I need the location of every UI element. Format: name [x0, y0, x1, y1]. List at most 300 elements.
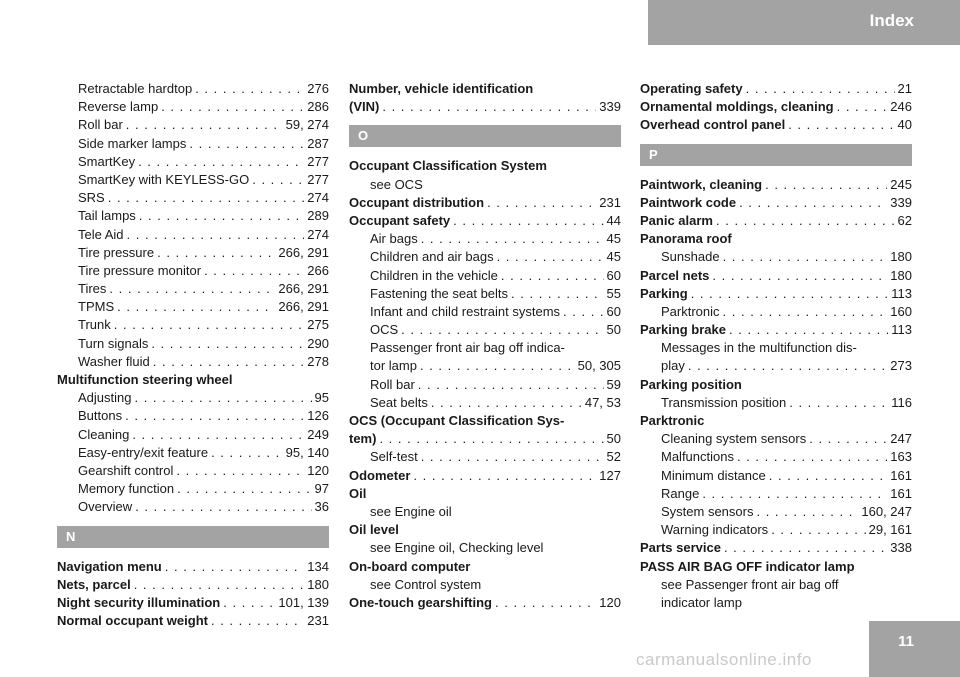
- entry-pages: 163: [890, 449, 912, 465]
- entry-pages: 275: [307, 317, 329, 333]
- entry-term: Children in the vehicle: [370, 267, 498, 283]
- entry-pages: 289: [307, 208, 329, 224]
- index-subentry: [640, 248, 912, 266]
- entry-pages: 231: [599, 194, 621, 210]
- index-subentry: [57, 226, 329, 244]
- index-entry: [349, 157, 621, 175]
- entry-pages: 55: [606, 285, 621, 301]
- entry-term: indicator lamp: [661, 594, 742, 610]
- dot-leader: [139, 207, 305, 225]
- entry-pages: 40: [897, 117, 912, 133]
- watermark-logo: carmanualsonline.info: [636, 650, 812, 669]
- header-tab: [648, 0, 960, 45]
- dot-leader: [161, 98, 304, 116]
- index-subentry: [57, 407, 329, 425]
- dot-leader: [420, 357, 575, 375]
- entry-term: Parts service: [640, 540, 721, 556]
- dot-leader: [431, 394, 582, 412]
- index-entry: [57, 371, 329, 389]
- entry-term: Paintwork, cleaning: [640, 176, 763, 192]
- entry-pages: 62: [897, 212, 912, 228]
- index-subentry: [57, 298, 329, 316]
- index-subentry: [640, 430, 912, 448]
- entry-term: see Engine oil, Checking level: [370, 540, 544, 556]
- index-subentry: [57, 153, 329, 171]
- index-entry: [640, 321, 912, 339]
- index-subentry: [57, 171, 329, 189]
- entry-pages: 36: [314, 499, 329, 515]
- entry-term: Children and air bags: [370, 249, 494, 265]
- entry-pages: 339: [890, 194, 912, 210]
- dot-leader: [189, 135, 304, 153]
- entry-term: Warning indicators: [661, 522, 769, 538]
- entry-term: Turn signals: [78, 335, 149, 351]
- index-entry: [640, 558, 912, 576]
- index-subentry: [640, 503, 912, 521]
- entry-term: Parking brake: [640, 322, 726, 338]
- entry-pages: 266: [307, 262, 329, 278]
- entry-term: Number, vehicle identification: [349, 81, 534, 96]
- entry-term: Cleaning system sensors: [661, 431, 807, 447]
- entry-term: Tires: [78, 281, 107, 297]
- dot-leader: [501, 267, 604, 285]
- dot-leader: [712, 267, 887, 285]
- entry-term: Occupant Classification System: [349, 158, 547, 174]
- entry-pages: 134: [307, 558, 329, 574]
- dot-leader: [109, 280, 275, 298]
- dot-leader: [108, 189, 305, 207]
- dot-leader: [723, 303, 888, 321]
- entry-pages: 245: [890, 176, 912, 192]
- entry-pages: 277: [307, 153, 329, 169]
- entry-term: Normal occupant weight: [57, 613, 208, 629]
- dot-leader: [135, 498, 311, 516]
- entry-pages: 277: [307, 171, 329, 187]
- entry-pages: 59: [606, 376, 621, 392]
- entry-term: Gearshift control: [78, 462, 174, 478]
- dot-leader: [453, 212, 603, 230]
- index-subentry: [349, 539, 621, 557]
- entry-pages: 60: [606, 303, 621, 319]
- index-entry: [349, 485, 621, 503]
- dot-leader: [134, 389, 311, 407]
- index-subentry: [57, 280, 329, 298]
- entry-term: Range: [661, 485, 700, 501]
- entry-term: Parktronic: [661, 303, 720, 319]
- entry-term: Tire pressure monitor: [78, 262, 202, 278]
- entry-pages: 246: [890, 99, 912, 115]
- index-subentry: [349, 448, 621, 466]
- index-subentry: [57, 80, 329, 98]
- entry-term: Trunk: [78, 317, 111, 333]
- index-subentry: [349, 176, 621, 194]
- entry-term: Infant and child restraint systems: [370, 303, 561, 319]
- entry-term: One-touch gearshifting: [349, 594, 492, 610]
- index-entry: [57, 558, 329, 576]
- dot-leader: [688, 357, 887, 375]
- entry-term: Sunshade: [661, 249, 720, 265]
- entry-term: Ornamental moldings, cleaning: [640, 99, 834, 115]
- dot-leader: [837, 98, 888, 116]
- dot-leader: [211, 444, 283, 462]
- index-subentry: [640, 303, 912, 321]
- index-subentry: [57, 444, 329, 462]
- entry-term: Panic alarm: [640, 212, 713, 228]
- entry-pages: 274: [307, 190, 329, 206]
- index-subentry: [640, 521, 912, 539]
- entry-pages: 290: [307, 335, 329, 351]
- entry-term: see Control system: [370, 576, 482, 592]
- entry-term: Tele Aid: [78, 226, 124, 242]
- entry-term: System sensors: [661, 503, 754, 519]
- entry-term: Parking: [640, 285, 688, 301]
- entry-term: Adjusting: [78, 390, 132, 406]
- index-subentry: [57, 207, 329, 225]
- index-entry: [640, 376, 912, 394]
- entry-pages: 116: [891, 394, 912, 410]
- entry-pages: 180: [307, 576, 329, 592]
- entry-term: Multifunction steering wheel: [57, 372, 233, 387]
- entry-pages: 52: [606, 449, 621, 465]
- entry-term: Occupant distribution: [349, 194, 485, 210]
- entry-term: Parking position: [640, 376, 742, 392]
- entry-term: Overhead control panel: [640, 117, 786, 133]
- index-subentry: [57, 335, 329, 353]
- entry-pages: 127: [599, 467, 621, 483]
- dot-leader: [769, 467, 888, 485]
- entry-pages: 278: [307, 353, 329, 369]
- dot-leader: [421, 230, 604, 248]
- index-subentry: [349, 576, 621, 594]
- dot-leader: [117, 298, 275, 316]
- index-subentry: [349, 267, 621, 285]
- entry-term: (VIN): [349, 99, 380, 115]
- page-number: 11: [898, 633, 914, 650]
- dot-leader: [126, 116, 283, 134]
- entry-pages: 247: [890, 431, 912, 447]
- entry-term: tem): [349, 431, 377, 447]
- index-subentry: [640, 485, 912, 503]
- dot-leader: [195, 80, 304, 98]
- entry-pages: 338: [890, 540, 912, 556]
- entry-pages: 231: [307, 613, 329, 629]
- entry-term: play: [661, 358, 685, 374]
- entry-pages: 50, 305: [577, 358, 621, 374]
- dot-leader: [563, 303, 604, 321]
- dot-leader: [382, 98, 596, 116]
- entry-term: SmartKey: [78, 153, 136, 169]
- dot-leader: [157, 244, 275, 262]
- dot-leader: [204, 262, 304, 280]
- entry-term: Seat belts: [370, 394, 428, 410]
- index-subentry: [57, 426, 329, 444]
- entry-term: Malfunctions: [661, 449, 734, 465]
- index-entry: [349, 412, 621, 430]
- dot-leader: [739, 194, 887, 212]
- entry-term: Passenger front air bag off indica-: [370, 340, 565, 356]
- dot-leader: [421, 448, 604, 466]
- entry-term: Retractable hardtop: [78, 81, 193, 96]
- dot-leader: [788, 116, 894, 134]
- entry-pages: 161: [890, 467, 912, 483]
- index-subentry: [640, 394, 912, 412]
- index-subentry: [57, 98, 329, 116]
- entry-pages: 120: [599, 594, 621, 610]
- entry-term: Panorama roof: [640, 231, 732, 247]
- dot-leader: [724, 539, 887, 557]
- entry-pages: 180: [890, 267, 912, 283]
- index-entry: [57, 594, 329, 612]
- index-entry: [349, 558, 621, 576]
- entry-term: Parktronic: [640, 413, 705, 428]
- dot-leader: [495, 594, 596, 612]
- entry-term: Easy-entry/exit feature: [78, 444, 209, 460]
- index-column-2: [349, 80, 621, 612]
- entry-pages: 60: [606, 267, 621, 283]
- entry-pages: 287: [307, 135, 329, 151]
- dot-leader: [125, 407, 304, 425]
- entry-pages: 339: [599, 99, 621, 115]
- dot-leader: [114, 316, 305, 334]
- entry-pages: 95: [314, 390, 329, 406]
- dot-leader: [176, 462, 304, 480]
- dot-leader: [746, 80, 895, 98]
- entry-term: see Engine oil: [370, 503, 452, 519]
- entry-pages: 50: [606, 322, 621, 338]
- entry-term: Reverse lamp: [78, 99, 159, 115]
- index-column-3: [640, 80, 912, 612]
- entry-pages: 44: [606, 212, 621, 228]
- entry-term: see Passenger front air bag off: [661, 576, 839, 592]
- entry-pages: 266, 291: [278, 299, 329, 315]
- index-subentry: [349, 503, 621, 521]
- index-entry: [640, 98, 912, 116]
- entry-pages: 249: [307, 426, 329, 442]
- dot-leader: [134, 576, 305, 594]
- dot-leader: [223, 594, 275, 612]
- entry-pages: 126: [307, 408, 329, 424]
- dot-leader: [765, 176, 887, 194]
- index-entry: [349, 194, 621, 212]
- index-entry: [640, 212, 912, 230]
- dot-leader: [716, 212, 895, 230]
- index-subentry: [640, 467, 912, 485]
- entry-term: Paintwork code: [640, 194, 737, 210]
- entry-pages: 161: [890, 485, 912, 501]
- index-subentry: [349, 376, 621, 394]
- index-entry: [640, 230, 912, 248]
- dot-leader: [138, 153, 304, 171]
- entry-term: Air bags: [370, 231, 418, 247]
- entry-pages: 274: [307, 226, 329, 242]
- entry-term: Transmission position: [661, 394, 787, 410]
- index-subentry: [640, 448, 912, 466]
- entry-pages: 97: [314, 481, 329, 497]
- index-entry: [349, 80, 621, 98]
- entry-pages: 45: [606, 249, 621, 265]
- entry-term: Self-test: [370, 449, 418, 465]
- dot-leader: [127, 226, 305, 244]
- index-entry: [640, 539, 912, 557]
- entry-term: tor lamp: [370, 358, 417, 374]
- index-entry: [640, 285, 912, 303]
- index-subentry: [57, 244, 329, 262]
- index-subentry: [349, 303, 621, 321]
- index-subentry: [57, 389, 329, 407]
- entry-term: Messages in the multifunction dis-: [661, 340, 857, 356]
- index-subentry: [57, 462, 329, 480]
- entry-pages: 160, 247: [861, 503, 912, 519]
- index-subentry: [640, 339, 912, 357]
- entry-pages: 273: [890, 358, 912, 374]
- index-subentry: [57, 498, 329, 516]
- index-subentry: [57, 353, 329, 371]
- entry-pages: 113: [891, 285, 912, 301]
- index-entry: [640, 116, 912, 134]
- entry-pages: 45: [606, 231, 621, 247]
- dot-leader: [401, 321, 603, 339]
- index-entry: [349, 467, 621, 485]
- entry-pages: 59, 274: [285, 117, 329, 133]
- entry-term: Roll bar: [78, 117, 123, 133]
- index-subentry: [349, 285, 621, 303]
- entry-term: Memory function: [78, 481, 175, 497]
- section-header: N: [57, 526, 329, 548]
- index-entry: [349, 521, 621, 539]
- index-entry: [349, 98, 621, 116]
- page-number-tab: [869, 621, 960, 677]
- entry-term: Fastening the seat belts: [370, 285, 509, 301]
- dot-leader: [177, 480, 311, 498]
- entry-pages: 21: [897, 81, 912, 96]
- entry-term: Navigation menu: [57, 558, 162, 574]
- dot-leader: [756, 503, 858, 521]
- entry-term: OCS (Occupant Classification Sys-: [349, 413, 565, 428]
- entry-term: see OCS: [370, 176, 423, 192]
- dot-leader: [153, 353, 305, 371]
- index-entry: [57, 576, 329, 594]
- dot-leader: [165, 558, 305, 576]
- index-entry: [349, 430, 621, 448]
- index-subentry: [57, 189, 329, 207]
- entry-term: PASS AIR BAG OFF indicator lamp: [640, 558, 855, 574]
- entry-term: Occupant safety: [349, 212, 451, 228]
- index-subentry: [57, 116, 329, 134]
- index-subentry: [349, 248, 621, 266]
- index-subentry: [640, 594, 912, 612]
- index-entry: [57, 612, 329, 630]
- entry-term: Oil: [349, 485, 367, 501]
- dot-leader: [789, 394, 888, 412]
- entry-term: Roll bar: [370, 376, 415, 392]
- dot-leader: [737, 448, 887, 466]
- index-entry: [640, 80, 912, 98]
- index-subentry: [349, 321, 621, 339]
- entry-term: Operating safety: [640, 81, 743, 96]
- entry-pages: 266, 291: [278, 281, 329, 297]
- dot-leader: [379, 430, 603, 448]
- index-subentry: [57, 316, 329, 334]
- dot-leader: [418, 376, 604, 394]
- entry-term: Oil level: [349, 522, 399, 538]
- section-header: P: [640, 144, 912, 166]
- dot-leader: [211, 612, 304, 630]
- entry-term: Odometer: [349, 467, 411, 483]
- dot-leader: [511, 285, 604, 303]
- entry-term: TPMS: [78, 299, 115, 315]
- entry-term: Minimum distance: [661, 467, 766, 483]
- index-column-1: [57, 80, 329, 630]
- entry-term: Nets, parcel: [57, 576, 131, 592]
- entry-term: Cleaning: [78, 426, 130, 442]
- entry-term: Night security illumination: [57, 594, 221, 610]
- entry-pages: 266, 291: [278, 244, 329, 260]
- index-entry: [640, 267, 912, 285]
- dot-leader: [702, 485, 887, 503]
- entry-term: Side marker lamps: [78, 135, 187, 151]
- dot-leader: [729, 321, 888, 339]
- index-entry: [640, 194, 912, 212]
- index-subentry: [57, 262, 329, 280]
- entry-term: SRS: [78, 190, 105, 206]
- entry-pages: 101, 139: [278, 594, 329, 610]
- index-subentry: [349, 230, 621, 248]
- entry-pages: 47, 53: [584, 394, 621, 410]
- index-subentry: [57, 480, 329, 498]
- entry-term: OCS: [370, 322, 399, 338]
- entry-term: Overview: [78, 499, 133, 515]
- dot-leader: [771, 521, 865, 539]
- index-entry: [349, 212, 621, 230]
- index-subentry: [640, 576, 912, 594]
- entry-pages: 286: [307, 99, 329, 115]
- index-entry: [640, 412, 912, 430]
- entry-pages: 160: [890, 303, 912, 319]
- entry-term: Parcel nets: [640, 267, 710, 283]
- entry-term: Washer fluid: [78, 353, 150, 369]
- dot-leader: [132, 426, 304, 444]
- section-header: O: [349, 125, 621, 147]
- dot-leader: [413, 467, 596, 485]
- dot-leader: [723, 248, 888, 266]
- entry-term: Buttons: [78, 408, 123, 424]
- dot-leader: [151, 335, 304, 353]
- entry-pages: 180: [890, 249, 912, 265]
- index-subentry: [349, 357, 621, 375]
- index-subentry: [57, 135, 329, 153]
- entry-pages: 50: [606, 431, 621, 447]
- entry-term: Tail lamps: [78, 208, 136, 224]
- index-subentry: [349, 394, 621, 412]
- dot-leader: [691, 285, 889, 303]
- index-entry: [640, 176, 912, 194]
- entry-term: SmartKey with KEYLESS-GO: [78, 171, 250, 187]
- page-title: Index: [869, 11, 914, 30]
- entry-pages: 95, 140: [285, 444, 329, 460]
- dot-leader: [252, 171, 304, 189]
- entry-pages: 29, 161: [868, 522, 912, 538]
- index-subentry: [640, 357, 912, 375]
- dot-leader: [487, 194, 596, 212]
- entry-pages: 120: [307, 462, 329, 478]
- entry-term: Tire pressure: [78, 244, 155, 260]
- index-entry: [349, 594, 621, 612]
- index-subentry: [349, 339, 621, 357]
- dot-leader: [497, 248, 604, 266]
- entry-pages: 113: [891, 322, 912, 338]
- entry-term: On-board computer: [349, 558, 471, 574]
- entry-pages: 276: [307, 81, 329, 96]
